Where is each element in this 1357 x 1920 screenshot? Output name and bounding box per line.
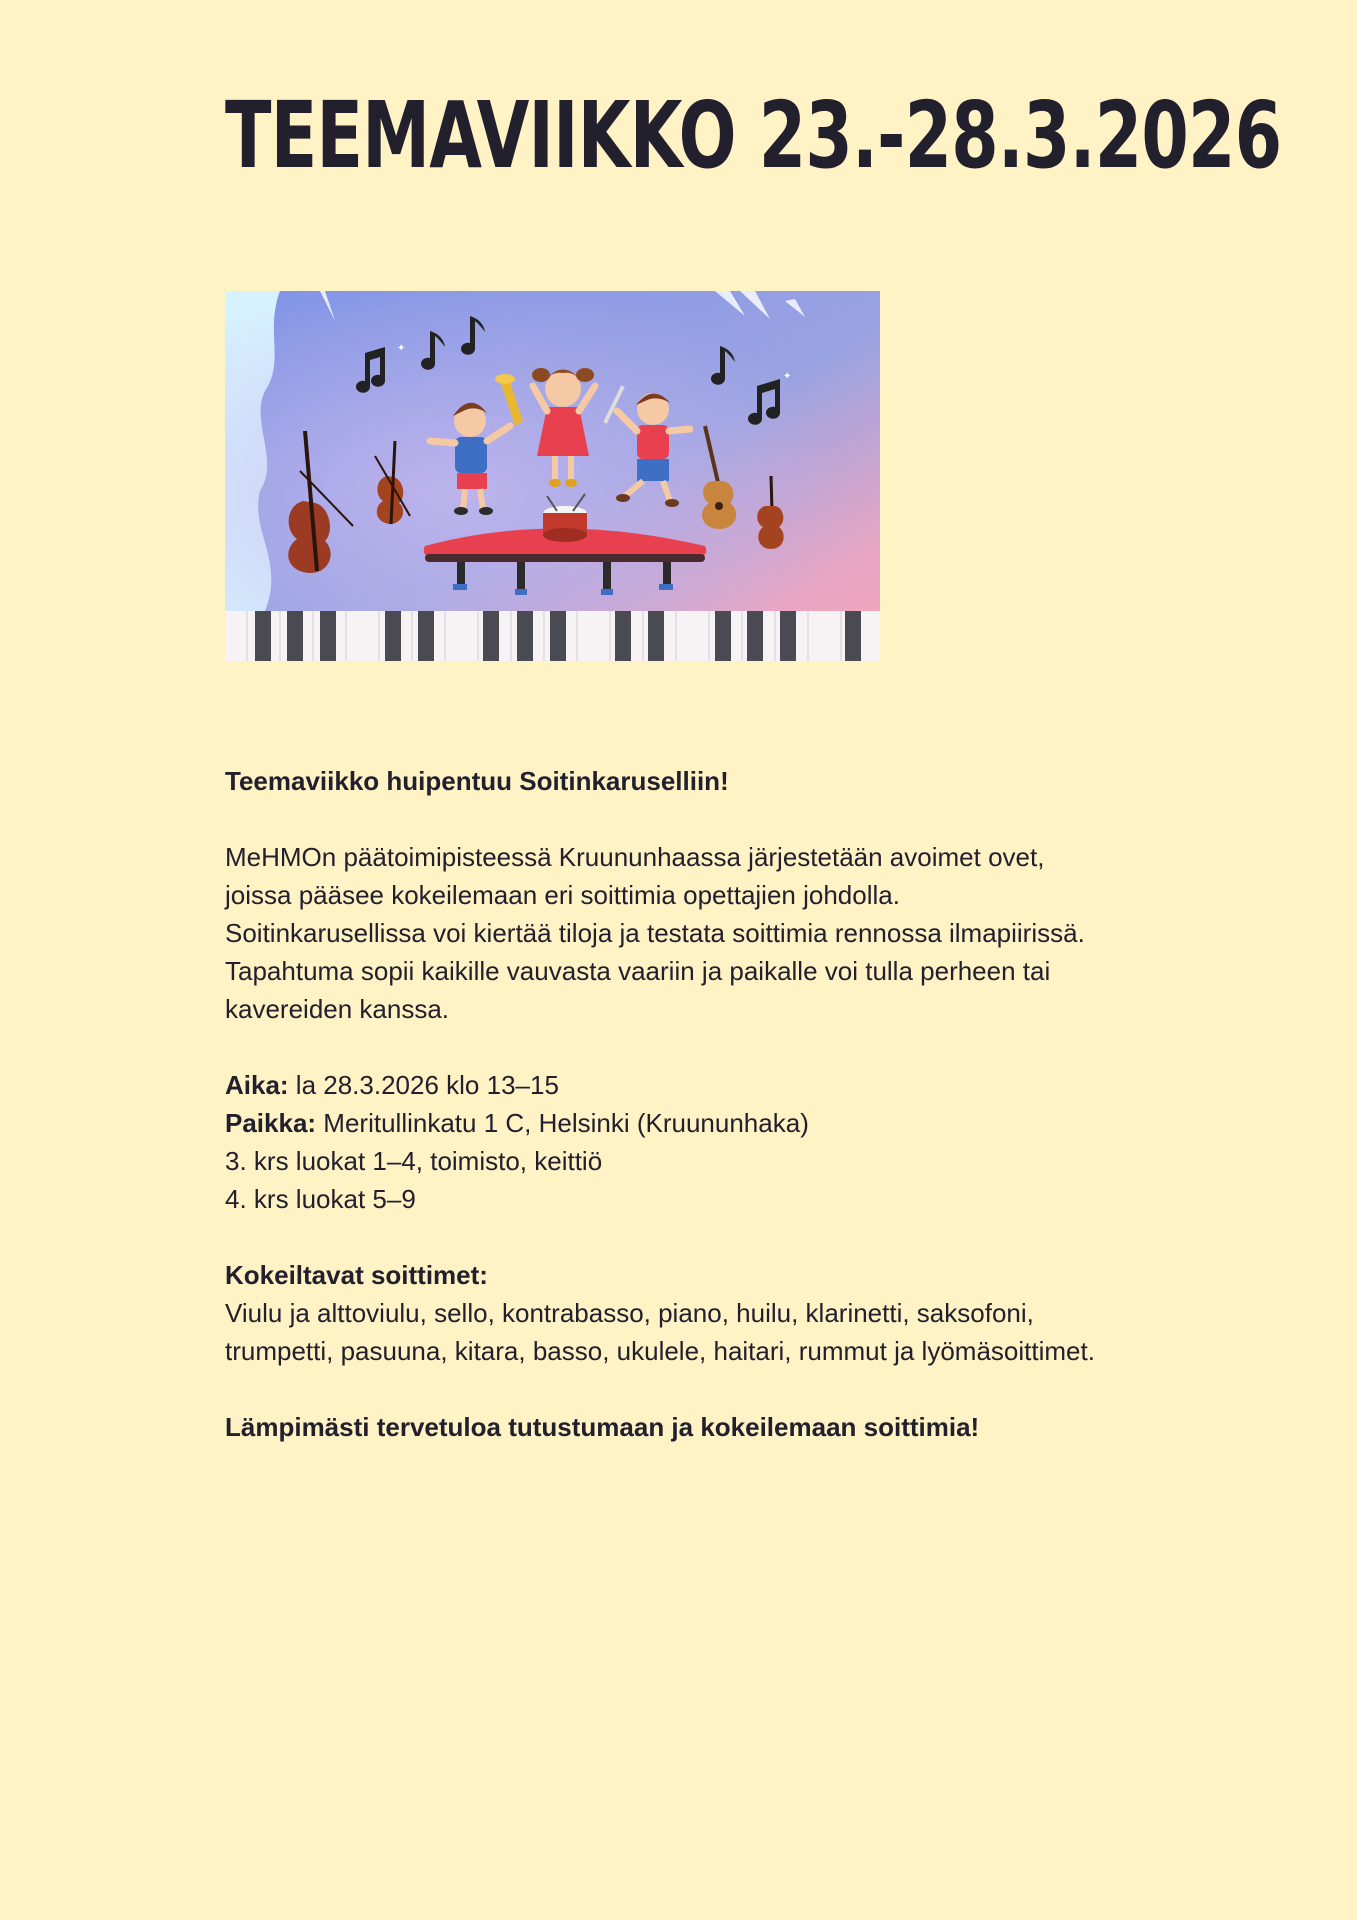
instruments-heading: Kokeiltavat soittimet:	[225, 1260, 488, 1290]
svg-text:✦: ✦	[397, 343, 406, 354]
place-label: Paikka:	[225, 1108, 317, 1138]
intro-paragraph: MeHMOn päätoimipisteessä Kruununhaassa järjestetään avoimet ovet, joissa pääsee kokeilemaan eri soittimia opettajien johdolla. Soitinkarusellissa voi kiertää tiloja ja testata soittimia rennossa ilmapiirissä. Tapahtuma sopii kaikille vauvasta vaariin ja paikalle voi tulla perheen tai kavereiden kanssa.	[225, 842, 1085, 1024]
instruments-list: Viulu ja alttoviulu, sello, kontrabasso, piano, huilu, klarinetti, saksofoni, trumpetti, pasuuna, kitara, basso, ukulele, haitari, rummut ja lyömäsoittimet.	[225, 1298, 1095, 1366]
event-details	[225, 1066, 1145, 1218]
place-value: Meritullinkatu 1 C, Helsinki (Kruununhaka)	[316, 1108, 809, 1138]
floor-3-info: 3. krs luokat 1–4, toimisto, keittiö	[225, 1146, 603, 1176]
time-label: Aika:	[225, 1070, 289, 1100]
svg-text:✦: ✦	[783, 371, 792, 382]
time-row	[225, 1066, 1145, 1104]
closing-line: Lämpimästi tervetuloa tutustumaan ja kokeilemaan soittimia!	[225, 1412, 980, 1442]
event-content	[225, 762, 1145, 1484]
floor-4-info: 4. krs luokat 5–9	[225, 1184, 416, 1214]
piano-keys	[225, 611, 880, 661]
place-row	[225, 1104, 1145, 1142]
headline: Teemaviikko huipentuu Soitinkaruselliin!	[225, 766, 729, 796]
instruments-section	[225, 1256, 1145, 1370]
hero-illustration	[225, 291, 880, 661]
page-title: TEEMAVIIKKO 23.-28.3.2026	[225, 82, 1282, 189]
time-value: la 28.3.2026 klo 13–15	[288, 1070, 559, 1100]
